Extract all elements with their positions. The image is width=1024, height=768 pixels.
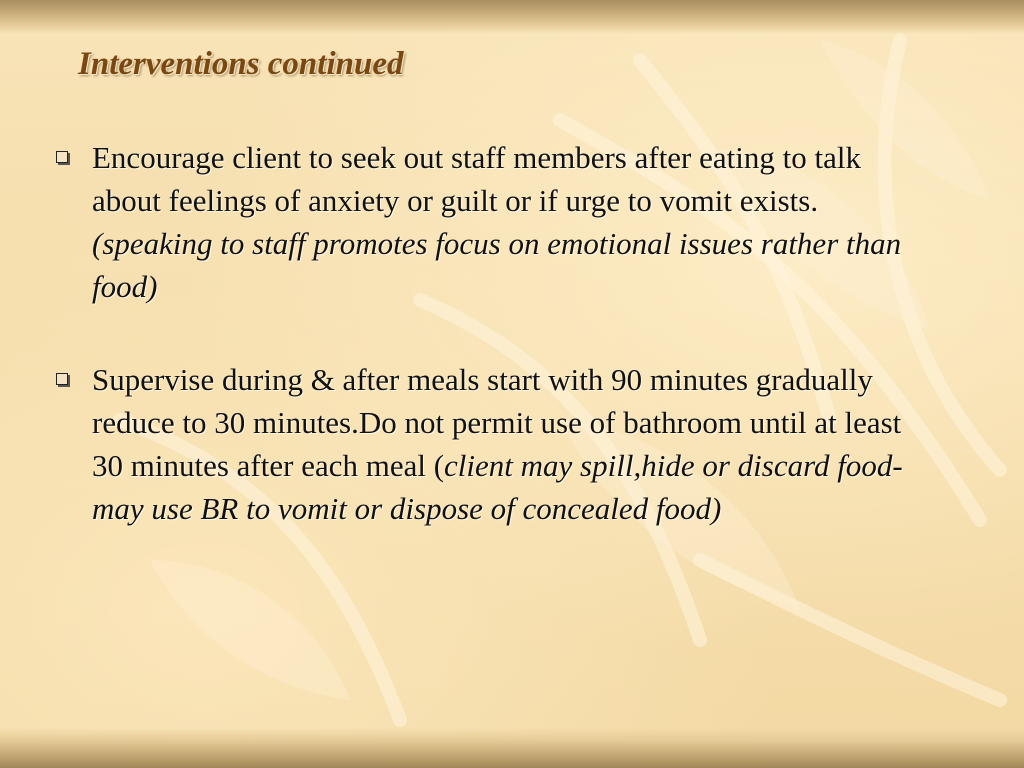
bottom-border-band [0, 728, 1024, 768]
hollow-square-bullet-icon [56, 373, 68, 385]
bullet-emphasis: (speaking to staff promotes focus on emotional issues rather than food) [92, 226, 902, 304]
bullet-item [56, 358, 906, 530]
slide-title: Interventions continued [78, 46, 404, 82]
hollow-square-bullet-icon [56, 151, 68, 163]
bullet-emphasis: client may spill,hide or discard food-may use BR to vomit or dispose of concealed food) [92, 448, 903, 526]
bullet-text: Supervise during & after meals start with 90 minutes gradually reduce to 30 minutes.Do not permit use of bathroom until at least 30 minutes after each meal ( [92, 362, 902, 483]
bullet-item [56, 136, 906, 308]
bullet-list [56, 136, 906, 530]
bullet-text: Encourage client to seek out staff members after eating to talk about feelings of anxiety or guilt or if urge to vomit exists. [92, 140, 861, 218]
